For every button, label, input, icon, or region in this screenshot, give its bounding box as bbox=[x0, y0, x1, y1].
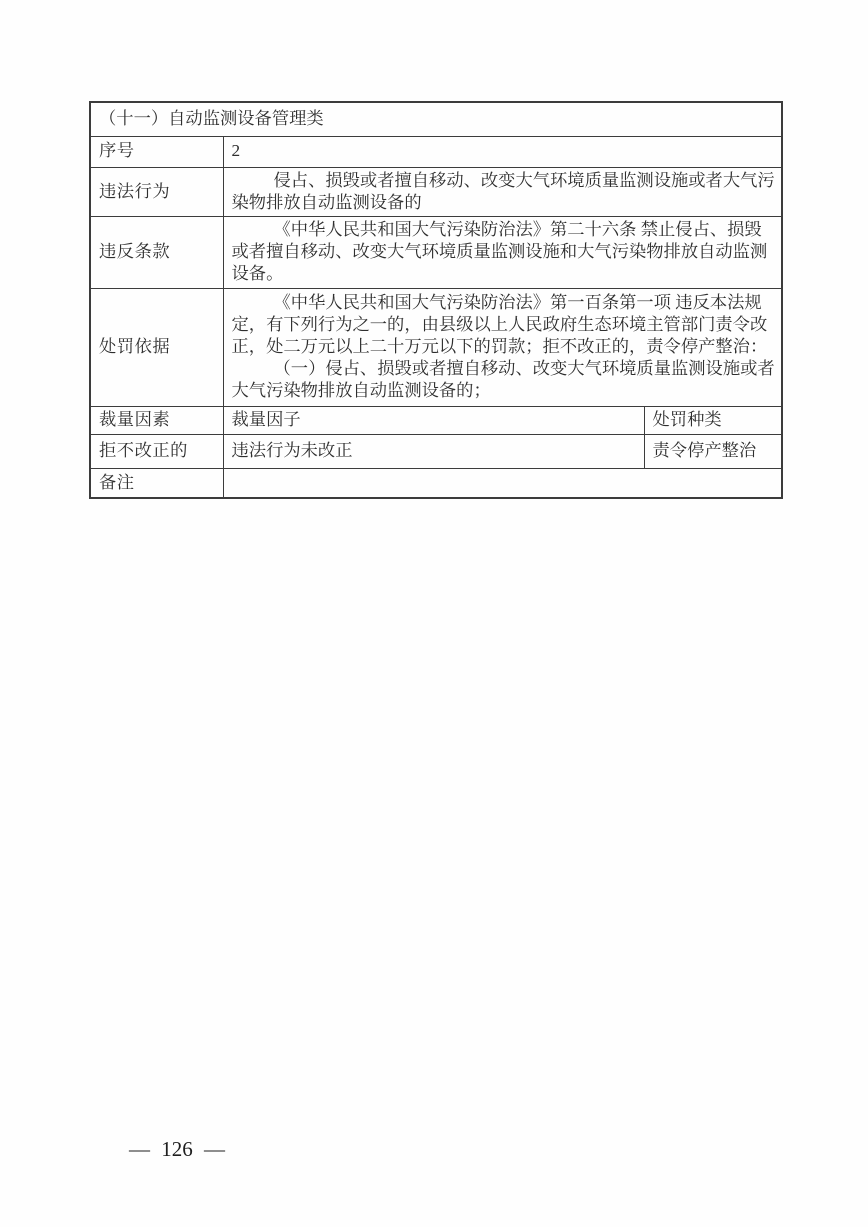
row-label-remarks: 备注 bbox=[90, 468, 223, 498]
penalty-table bbox=[89, 101, 783, 499]
illegal-act-text: 侵占、损毁或者擅自移动、改变大气环境质量监测设施或者大气污染物排放自动监测设备的 bbox=[231, 170, 775, 212]
table-row bbox=[90, 216, 782, 288]
row-label-refusal-to-correct: 拒不改正的 bbox=[90, 434, 223, 468]
cell-violated-clause bbox=[223, 216, 782, 288]
cell-refusal-penalty-type: 责令停产整治 bbox=[644, 434, 782, 468]
table-row bbox=[90, 102, 782, 136]
cell-penalty-type-header: 处罚种类 bbox=[644, 406, 782, 434]
penalty-basis-paragraph-2: （一）侵占、损毁或者擅自移动、改变大气环境质量监测设施或者大气污染物排放自动监测设备的； bbox=[231, 359, 775, 401]
violated-clause-text: 《中华人民共和国大气污染防治法》第二十六条 禁止侵占、损毁或者擅自移动、改变大气环境质量监测设施和大气污染物排放自动监测设备。 bbox=[231, 219, 768, 284]
row-label-discretion-factor: 裁量因素 bbox=[90, 406, 223, 434]
cell-discretion-factor-header: 裁量因子 bbox=[223, 406, 644, 434]
table-section-title: （十一）自动监测设备管理类 bbox=[90, 102, 782, 136]
table-row bbox=[90, 406, 782, 434]
table-row bbox=[90, 167, 782, 216]
table-row bbox=[90, 288, 782, 406]
table-row bbox=[90, 136, 782, 167]
row-label-penalty-basis: 处罚依据 bbox=[90, 288, 223, 406]
page-number: — 126 — bbox=[129, 1137, 225, 1161]
row-label-serial-number: 序号 bbox=[90, 136, 223, 167]
cell-illegal-act bbox=[223, 167, 782, 216]
cell-remarks-value bbox=[223, 468, 782, 498]
table-row bbox=[90, 468, 782, 498]
cell-serial-number-value: 2 bbox=[223, 136, 782, 167]
row-label-illegal-act: 违法行为 bbox=[90, 167, 223, 216]
cell-penalty-basis bbox=[223, 288, 782, 406]
cell-refusal-factor: 违法行为未改正 bbox=[223, 434, 644, 468]
row-label-violated-clause: 违反条款 bbox=[90, 216, 223, 288]
penalty-basis-paragraph-1: 《中华人民共和国大气污染防治法》第一百条第一项 违反本法规定，有下列行为之一的，由县级以上人民政府生态环境主管部门责令改正，处二万元以上二十万元以下的罚款；拒不改正的，责令停产整治： bbox=[231, 292, 768, 356]
table-row bbox=[90, 434, 782, 468]
